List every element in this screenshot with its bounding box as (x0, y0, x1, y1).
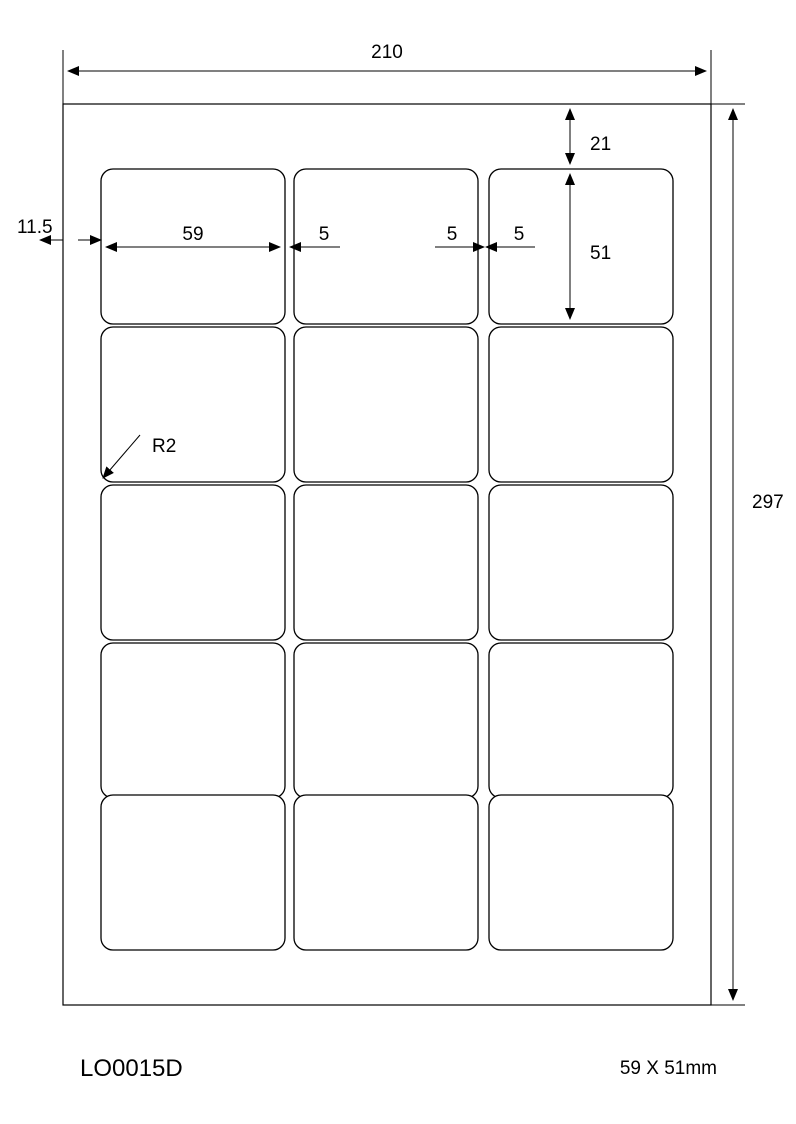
dimension-label-page-height: 297 (752, 492, 784, 513)
dimension-label-top-margin: 21 (590, 134, 612, 155)
label-r4c3[interactable] (489, 643, 673, 798)
label-r5c3[interactable] (489, 795, 673, 950)
label-size-text: 59 X 51mm (619, 1058, 717, 1079)
dimension-label-gap-2: 5 (446, 224, 458, 245)
label-r2c2[interactable] (294, 327, 478, 482)
label-grid (101, 169, 673, 950)
dimension-label-label-width: 59 (182, 224, 204, 245)
label-r3c1[interactable] (101, 485, 285, 640)
label-r2c1[interactable] (101, 327, 285, 482)
dimension-label-label-height: 51 (590, 243, 612, 264)
label-r5c2[interactable] (294, 795, 478, 950)
label-r4c1[interactable] (101, 643, 285, 798)
label-r3c2[interactable] (294, 485, 478, 640)
dimension-page-height (703, 104, 745, 1005)
label-r3c3[interactable] (489, 485, 673, 640)
dimension-label-gap-3: 5 (513, 224, 525, 245)
dimension-label-page-width: 210 (371, 42, 403, 63)
label-r5c1[interactable] (101, 795, 285, 950)
dimension-label-left-margin: 11.5 (17, 217, 53, 238)
label-r2c3[interactable] (489, 327, 673, 482)
product-code-text: LO0015D (80, 1055, 183, 1082)
dimension-label-gap-1: 5 (318, 224, 330, 245)
dimension-label-corner-radius: R2 (152, 436, 177, 457)
label-r4c2[interactable] (294, 643, 478, 798)
